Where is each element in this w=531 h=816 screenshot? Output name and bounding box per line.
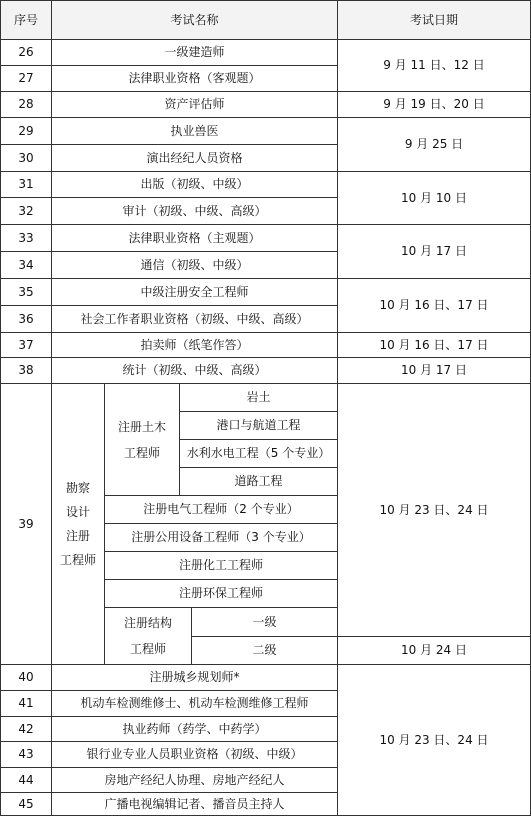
- seq-29: 29: [0, 117, 52, 145]
- seq-31: 31: [0, 171, 52, 198]
- structural-level-1: 一级: [191, 607, 338, 637]
- seq-35: 35: [0, 278, 52, 306]
- exam-43: 银行业专业人员职业资格（初级、中级）: [51, 741, 338, 768]
- survey-group-line-2: 设计: [65, 505, 90, 519]
- seq-30: 30: [0, 144, 52, 172]
- exam-41: 机动车检测维修士、机动车检测维修工程师: [51, 690, 338, 717]
- seq-34: 34: [0, 251, 52, 279]
- exam-27: 法律职业资格（客观题）: [51, 65, 338, 92]
- civil-engineer-label: [104, 383, 180, 496]
- exam-31: 出版（初级、中级）: [51, 171, 338, 198]
- survey-group-line-3: 注册: [65, 529, 90, 543]
- date-37: 10 月 16 日、17 日: [337, 332, 531, 358]
- exam-29: 执业兽医: [51, 117, 338, 145]
- exam-28: 资产评估师: [51, 91, 338, 118]
- civil-line-2: 工程师: [123, 445, 160, 460]
- structural-level-2: 二级: [191, 636, 338, 665]
- date-29-30: 9 月 25 日: [337, 117, 531, 172]
- seq-27: 27: [0, 65, 52, 92]
- structural-engineer-label: [104, 607, 192, 665]
- date-39-struct-level-2: 10 月 24 日: [337, 636, 531, 665]
- exam-36: 社会工作者职业资格（初级、中级、高级）: [51, 305, 338, 333]
- date-28: 9 月 19 日、20 日: [337, 91, 531, 118]
- civil-item-road: 道路工程: [179, 467, 338, 496]
- exam-38: 统计（初级、中级、高级）: [51, 357, 338, 384]
- exam-33: 法律职业资格（主观题）: [51, 224, 338, 252]
- exam-26: 一级建造师: [51, 39, 338, 66]
- exam-32: 审计（初级、中级、高级）: [51, 197, 338, 225]
- exam-34: 通信（初级、中级）: [51, 251, 338, 279]
- seq-38: 38: [0, 357, 52, 384]
- seq-42: 42: [0, 716, 52, 742]
- civil-item-geotech: 岩土: [179, 383, 338, 412]
- date-31-32: 10 月 10 日: [337, 171, 531, 225]
- date-39-main: 10 月 23 日、24 日: [337, 383, 531, 637]
- chemical-engineer: 注册化工工程师: [104, 551, 338, 580]
- exam-30: 演出经纪人员资格: [51, 144, 338, 172]
- civil-item-hydro: 水利水电工程（5 个专业）: [179, 439, 338, 468]
- exam-44: 房地产经纪人协理、房地产经纪人: [51, 767, 338, 793]
- exam-37: 拍卖师（纸笔作答）: [51, 332, 338, 358]
- exam-35: 中级注册安全工程师: [51, 278, 338, 306]
- seq-41: 41: [0, 690, 52, 717]
- survey-group-line-4: 工程师: [59, 553, 96, 567]
- seq-43: 43: [0, 741, 52, 768]
- exam-45: 广播电视编辑记者、播音员主持人: [51, 792, 338, 816]
- seq-33: 33: [0, 224, 52, 252]
- date-38: 10 月 17 日: [337, 357, 531, 384]
- header-exam-date: 考试日期: [337, 0, 531, 40]
- survey-group-line-1: 勘察: [65, 481, 90, 495]
- environmental-engineer: 注册环保工程师: [104, 579, 338, 608]
- survey-design-engineer-group: [51, 383, 105, 665]
- seq-32: 32: [0, 197, 52, 225]
- seq-26: 26: [0, 39, 52, 66]
- header-seq: 序号: [0, 0, 52, 40]
- electrical-engineer: 注册电气工程师（2 个专业）: [104, 495, 338, 524]
- exam-42: 执业药师（药学、中药学）: [51, 716, 338, 742]
- date-35-36: 10 月 16 日、17 日: [337, 278, 531, 333]
- seq-36: 36: [0, 305, 52, 333]
- seq-39: 39: [0, 383, 52, 665]
- civil-item-port: 港口与航道工程: [179, 411, 338, 440]
- utility-engineer: 注册公用设备工程师（3 个专业）: [104, 523, 338, 552]
- struct-line-2: 工程师: [129, 642, 166, 656]
- seq-28: 28: [0, 91, 52, 118]
- exam-40: 注册城乡规划师*: [51, 664, 338, 691]
- date-33-34: 10 月 17 日: [337, 224, 531, 279]
- date-40-45: 10 月 23 日、24 日: [337, 664, 531, 816]
- civil-line-1: 注册土木: [117, 419, 166, 434]
- date-26-27: 9 月 11 日、12 日: [337, 39, 531, 92]
- struct-line-1: 注册结构: [123, 616, 172, 630]
- seq-40: 40: [0, 664, 52, 691]
- seq-44: 44: [0, 767, 52, 793]
- seq-37: 37: [0, 332, 52, 358]
- header-exam-name: 考试名称: [51, 0, 338, 40]
- seq-45: 45: [0, 792, 52, 816]
